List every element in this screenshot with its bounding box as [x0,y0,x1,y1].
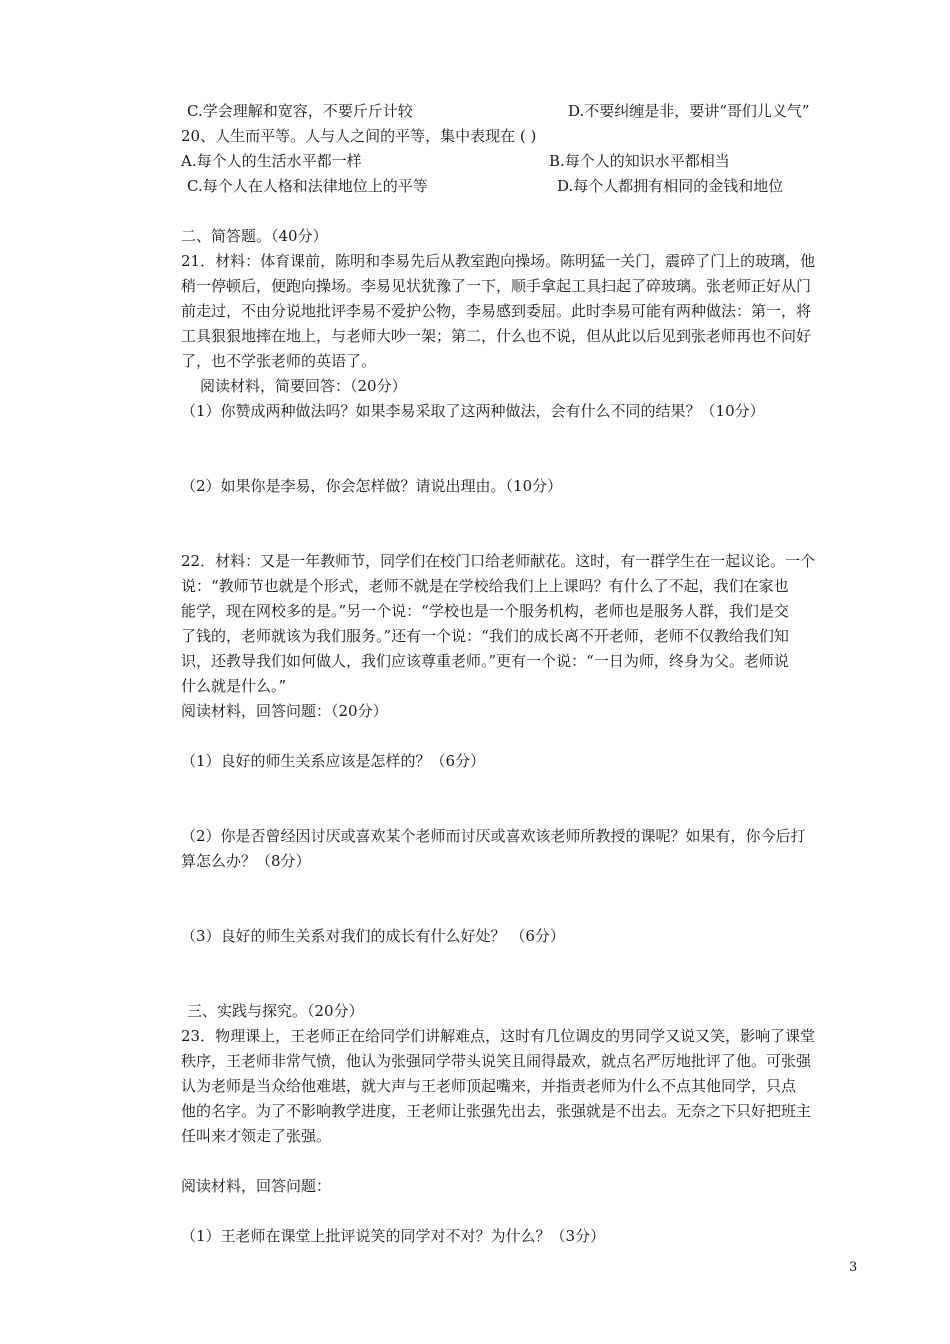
q21-material-line: 稍一停顿后，便跑向操场。李易见状犹豫了一下，顺手拿起工具扫起了碎玻璃。张老师正好从门 [181,277,812,295]
q21-sub2: （2）如果你是李易，你会怎样做？请说出理由。（10分） [181,477,563,495]
q21-sub1: （1）你赞成两种做法吗？如果李易采取了这两种做法，会有什么不同的结果？（10分） [181,402,765,420]
q20-stem: 20、人生而平等。人与人之间的平等，集中表现在 ( ) [181,127,537,145]
q23-material-line: 他的名字。为了不影响教学进度，王老师让张强先出去，张强就是不出去。无奈之下只好把班主 [181,1102,812,1120]
q20-option-d: D.每个人都拥有相同的金钱和地位 [557,177,784,195]
q23-prompt: 阅读材料，回答问题： [181,1177,332,1195]
q19-option-d: D.不要纠缠是非，要讲“哥们儿义气” [568,102,810,120]
q22-sub2-line: 算怎么办？（8分） [181,852,311,870]
page-number: 3 [849,1260,858,1275]
section-2-title: 二、简答题。（40分） [181,227,328,245]
q22-material-line: 能学，现在网校多的是。”另一个说：“学校也是一个服务机构，老师也是服务人群，我们是交 [181,602,789,620]
q22-material-line: 22．材料：又是一年教师节，同学们在校门口给老师献花。这时，有一群学生在一起议论。一个 [181,552,816,570]
q23-sub1: （1）王老师在课堂上批评说笑的同学对不对？为什么？（3分） [181,1227,606,1245]
q23-material-line: 认为老师是当众给他难堪，就大声与王老师顶起嘴来，并指责老师为什么不点其他同学，只点 [181,1077,797,1095]
q20-option-b: B.每个人的知识水平都相当 [549,152,730,170]
q22-material-line: 识，还教导我们如何做人，我们应该尊重老师。”更有一个说：“一日为师，终身为父。老师说 [181,652,789,670]
q21-material-line: 前走过，不由分说地批评李易不爱护公物，李易感到委屈。此时李易可能有两种做法：第一，将 [181,302,812,320]
q22-sub1: （1）良好的师生关系应该是怎样的？（6分） [181,752,486,770]
q21-material-line: 了，也不学张老师的英语了。 [181,352,377,370]
q23-material-line: 秩序，王老师非常气愤，他认为张强同学带头说笑且闹得最欢，就点名严厉地批评了他。可张强 [181,1052,812,1070]
q22-sub2-line: （2）你是否曾经因讨厌或喜欢某个老师而讨厌或喜欢该老师所教授的课呢？如果有，你今后打 [181,827,806,845]
q23-material-line: 23．物理课上，王老师正在给同学们讲解难点，这时有几位调皮的男同学又说又笑，影响了课堂 [181,1027,816,1045]
q22-material-line: 说：“教师节也就是个形式，老师不就是在学校给我们上上课吗？有什么了不起，我们在家也 [181,577,789,595]
q23-material-line: 任叫来才领走了张强。 [181,1127,332,1145]
q20-option-a: A.每个人的生活水平都一样 [181,152,362,170]
q21-material-line: 工具狠狠地摔在地上，与老师大吵一架；第二，什么也不说，但从此以后见到张老师再也不问好 [181,327,812,345]
q21-material-line: 21．材料：体育课前，陈明和李易先后从教室跑向操场。陈明猛一关门，震碎了门上的玻璃，他 [181,252,816,270]
q21-prompt: 阅读材料，简要回答：（20分） [200,377,407,395]
q22-material-line: 了钱的，老师就该为我们服务。”还有一个说：“我们的成长离不开老师，老师不仅教给我们知 [181,627,789,645]
q22-prompt: 阅读材料，回答问题：（20分） [181,702,388,720]
q19-option-c: C.学会理解和宽容，不要斤斤计较 [187,102,413,120]
q22-material-line: 什么就是什么。” [181,677,287,695]
section-3-title: 三、实践与探究。（20分） [187,1002,364,1020]
q22-sub3: （3）良好的师生关系对我们的成长有什么好处？ （6分） [181,927,565,945]
q20-option-c: C.每个人在人格和法律地位上的平等 [187,177,428,195]
